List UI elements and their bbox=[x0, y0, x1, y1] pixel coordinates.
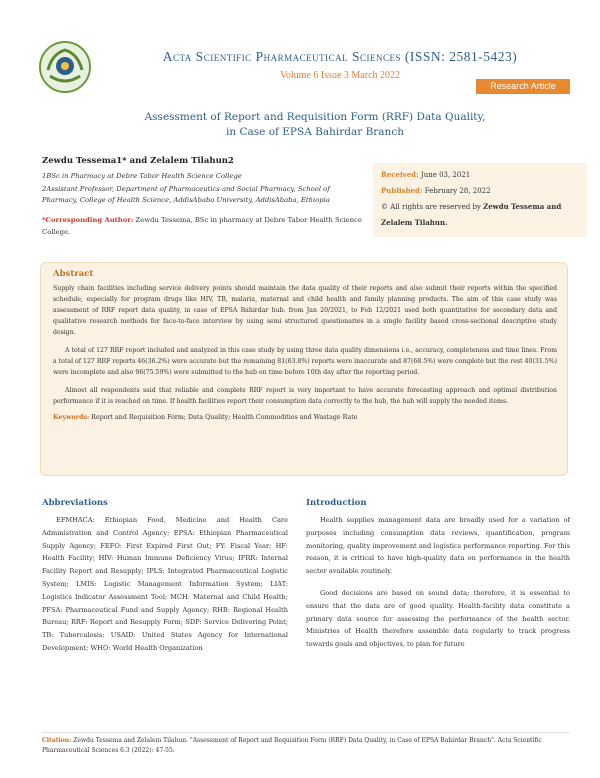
journal-title: Acta Scientific Pharmaceutical Sciences (ISSN: 2581-5423) bbox=[162, 49, 518, 64]
citation-text: Zewdu Tessema and Zelalem Tilahun. "Assessment of Report and Requisition Form (RRF) Data Quality, in Case of EPSA Bahirdar Branch". Acta Scientific Pharmaceutical Sciences 6.3 (2022): 47-55. bbox=[42, 737, 542, 754]
citation-footer bbox=[42, 736, 570, 756]
received-label: Received: bbox=[381, 170, 419, 179]
issue-info: Volume 6 Issue 3 March 2022 bbox=[279, 70, 401, 81]
corr-text: Zewdu Tessema, BSc in pharmacy at Debre Tabor Health Science College. bbox=[42, 216, 362, 236]
corr-label: *Corresponding Author: bbox=[42, 216, 134, 224]
abstract-box bbox=[40, 262, 568, 476]
keywords-label: Keywords: bbox=[53, 414, 90, 421]
abstract-paragraph-1: Supply chain facilities including service delivery points should maintain the data quality of their reports and also submit their reports within the specified schedule, especially for program drugs like HIV, TB, malaria, maternal and child health and family planning products. The aim of this case study was assessment of RRF report data quality, in case of EPSA Bahirdar hub. from Jan 20/2021, to Feb 12/2021 used both quantitative for secondary data and qualitative research methods for face-to-face interview by using semi structured questionaries in a single facility based cross-sectional descriptive study design. bbox=[53, 285, 557, 336]
article-type-badge: Research Article bbox=[476, 79, 570, 94]
abbreviations-text: EFMHACA: Ethiopian Food, Medicine and Health Care Administration and Control Agency; EPSA: Ethiopian Pharmaceutical Supply Agency; FEFO: First Expired First Out; FY: Fiscal Year; HF: Health Facility; HIV: Human Immune Deficiency Virus; IFRR: Internal Facility Report and Resupply; IPLS: Integrated Pharmaceutical Logistic System; LMIS: Logistic Management Information System; LIAT: Logistics Indicator Assessment Tool; MCH: Maternal and Child Health; PFSA: Pharmaceutical Fund and Supply Agency; RHB: Regional Health Bureau; RRF: Report and Resupply Form; SDP: Service Delivering Point; TB: Tuberculosis; USAID: United States Agency for International Development; WHO: World Health Organization bbox=[42, 516, 288, 652]
footer-divider bbox=[42, 732, 570, 733]
citation-label: Citation: bbox=[42, 737, 72, 744]
abbreviations-heading: Abbreviations bbox=[42, 498, 108, 508]
affiliation-1: 1BSc in Pharmacy at Debre Tabor Health Science College bbox=[42, 172, 242, 180]
introduction-paragraph-1: Health supplies management data are broadly used for a variation of purposes including consumption data reviews, quantification, program monitoring, quality improvement and logistics performance reporting. For this reason, it is critical to have high-quality data on performance in the health sector available routinely. bbox=[306, 516, 570, 576]
rights-prefix: © All rights are reserved by bbox=[381, 203, 484, 211]
corresponding-author bbox=[42, 214, 362, 238]
title-line-2: in Case of EPSA Bahirdar Branch bbox=[226, 126, 404, 138]
rights-holder: Zewdu Tessema and Zelalem Tilahun. bbox=[381, 202, 562, 227]
affiliation-2: 2Assistant Professor, Department of Pharmaceutics and Social Pharmacy, School of Pharmacy, College of Health Science, AddisAbaba University, AddisAbaba, Ethiopia bbox=[42, 185, 330, 204]
received-date: June 03, 2021 bbox=[418, 171, 471, 179]
published-label: Published: bbox=[381, 186, 423, 195]
rights-row bbox=[381, 199, 579, 231]
authors: Zewdu Tessema1* and Zelalem Tilahun2 bbox=[42, 156, 234, 166]
introduction-section bbox=[306, 498, 570, 660]
dates-box bbox=[373, 163, 587, 237]
title-line-1: Assessment of Report and Requisition Form (RRF) Data Quality, bbox=[144, 111, 486, 123]
published-date: February 28, 2022 bbox=[422, 187, 491, 195]
abstract-paragraph-3: Almost all respondents said that reliable and complete RRF report is very important to have accurate forecasting approach and optimal distribution performance if it is reached on time. If health facilities report their consumption data correctly to the hub, the hub will supply the needed items. bbox=[53, 387, 557, 405]
abbreviations-section bbox=[42, 498, 288, 664]
abstract-paragraph-2: A total of 127 RRF report included and analyzed in this case study by using three data quality dimensions i.e., accuracy, completeness and time lines. From a total of 127 RRF reports 46(36.2%) were accurate but the remaining 81(63.8%) reports were inaccurate and 87(68.5%) were complete but the rest 40(31.5%) were incomplete and also 96(75.59%) were submitted to the hub on time before 10th day after the reporting period. bbox=[53, 347, 557, 376]
keywords-text: Report and Requisition Form; Data Quality; Health Commodities and Wastage Rate bbox=[89, 414, 358, 421]
introduction-paragraph-2: Good decisions are based on sound data; therefore, it is essential to ensure that the data are of good quality. Health-facility data constitute a primary data source for assessing the performance of the health sector. Ministries of Health therefore assemble data regularly to track progress towards goals and objectives, to plan for future bbox=[306, 588, 570, 649]
received-row bbox=[381, 167, 579, 183]
journal-logo bbox=[38, 40, 92, 94]
article-title bbox=[110, 110, 520, 140]
abstract-heading: Abstract bbox=[53, 269, 94, 279]
published-row bbox=[381, 183, 579, 199]
keywords bbox=[53, 414, 557, 421]
introduction-heading: Introduction bbox=[306, 498, 367, 508]
